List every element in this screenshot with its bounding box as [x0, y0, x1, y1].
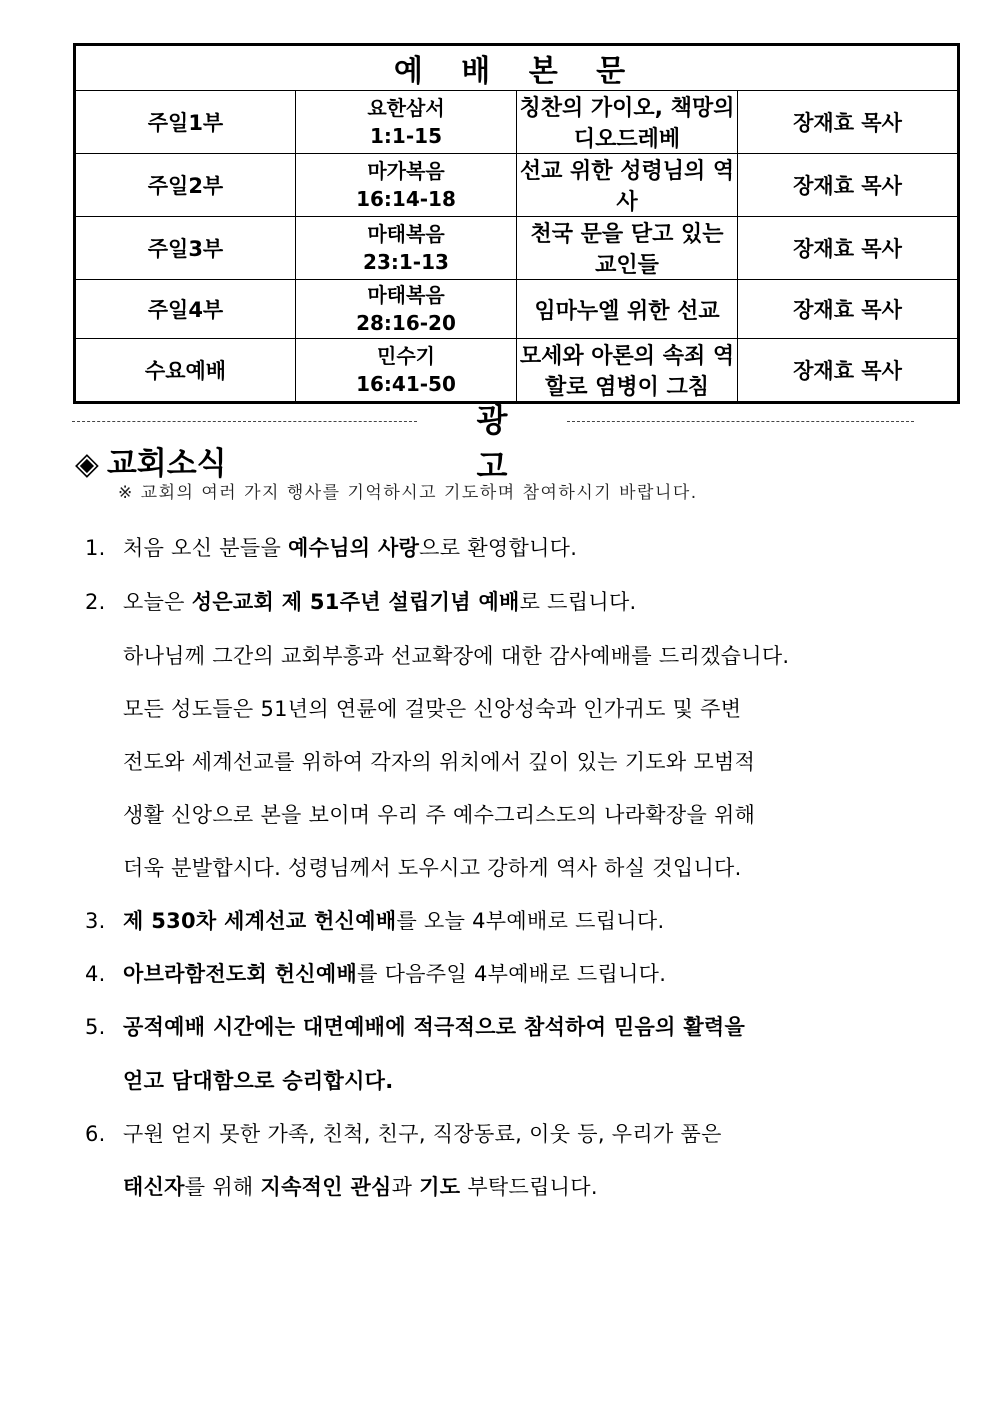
scripture-cell	[296, 339, 517, 403]
item-text: 부탁드립니다.	[460, 1175, 598, 1199]
news-item-5-line: 얻고 담대함으로 승리합시다.	[123, 1069, 394, 1093]
news-item-6	[85, 1118, 722, 1148]
scripture-ref: 23:1-13	[363, 250, 449, 274]
item-text: 구원 얻지 못한 가족, 친척, 친구, 직장동료, 이웃 등, 우리가 품은	[123, 1122, 722, 1146]
service-name: 주일1부	[75, 91, 296, 154]
item-text: 를 다음주일 4부예배로 드립니다.	[357, 962, 667, 986]
scripture-ref: 1:1-15	[370, 124, 442, 148]
preacher-name: 장재효 목사	[738, 91, 959, 154]
sermon-title: 모세와 아론의 속죄 역할로 염병이 그침	[517, 339, 738, 403]
divider-line-left	[72, 421, 417, 422]
service-name: 주일3부	[75, 217, 296, 280]
scripture-cell	[296, 217, 517, 280]
sermon-title: 천국 문을 닫고 있는 교인들	[517, 217, 738, 280]
service-name: 주일4부	[75, 280, 296, 339]
item-text: 과	[391, 1175, 420, 1199]
news-heading	[75, 438, 227, 483]
preacher-name: 장재효 목사	[738, 154, 959, 217]
item-emphasis: 기도	[419, 1175, 461, 1199]
news-note: ※ 교회의 여러 가지 행사를 기억하시고 기도하며 참여하시기 바랍니다.	[118, 483, 698, 503]
worship-table-title: 예 배 본 문	[75, 45, 959, 91]
item-emphasis: 예수님의 사랑	[288, 536, 420, 560]
item-number: 3.	[85, 909, 106, 933]
service-name: 주일2부	[75, 154, 296, 217]
item-text: 오늘은	[123, 590, 192, 614]
item-number: 5.	[85, 1015, 106, 1039]
ads-title: 광 고	[476, 401, 538, 485]
item-number: 4.	[85, 962, 106, 986]
news-item-2-line: 생활 신앙으로 본을 보이며 우리 주 예수그리스도의 나라확장을 위해	[123, 803, 756, 827]
news-item-6-line	[123, 1171, 598, 1201]
table-row	[75, 154, 959, 217]
table-row	[75, 217, 959, 280]
scripture-ref: 16:14-18	[356, 187, 456, 211]
item-text: 로 드립니다.	[519, 590, 637, 614]
divider-line-right	[567, 421, 914, 422]
item-emphasis: 지속적인 관심	[260, 1175, 392, 1199]
sermon-title: 칭찬의 가이오, 책망의 디오드레베	[517, 91, 738, 154]
item-text: 를 오늘 4부예배로 드립니다.	[396, 909, 665, 933]
scripture-ref: 28:16-20	[356, 311, 456, 335]
scripture-ref: 16:41-50	[356, 372, 456, 396]
news-item-1	[85, 532, 577, 562]
news-item-2-line: 하나님께 그간의 교회부흥과 선교확장에 대한 감사예배를 드리겠습니다.	[123, 644, 790, 668]
scripture-book: 민수기	[377, 344, 435, 368]
news-item-2-line: 더욱 분발합시다. 성령님께서 도우시고 강하게 역사 하실 것입니다.	[123, 856, 742, 880]
news-item-3	[85, 905, 664, 935]
sermon-title: 임마누엘 위한 선교	[517, 280, 738, 339]
diamond-bullet-icon: ◈	[75, 446, 99, 482]
news-item-4	[85, 958, 666, 988]
service-name: 수요예배	[75, 339, 296, 403]
scripture-cell	[296, 91, 517, 154]
news-item-2	[85, 586, 637, 616]
preacher-name: 장재효 목사	[738, 339, 959, 403]
item-number: 1.	[85, 536, 106, 560]
item-text: 으로 환영합니다.	[419, 536, 578, 560]
preacher-name: 장재효 목사	[738, 217, 959, 280]
table-row	[75, 280, 959, 339]
news-item-5	[85, 1011, 745, 1041]
scripture-book: 요한삼서	[367, 96, 445, 120]
table-row	[75, 91, 959, 154]
item-number: 6.	[85, 1122, 106, 1146]
news-heading-text: 교회소식	[106, 446, 227, 482]
item-emphasis: 제 530차 세계선교 헌신예배	[123, 909, 397, 933]
item-text: 처음 오신 분들을	[123, 536, 289, 560]
scripture-book: 마태복음	[367, 222, 445, 246]
item-emphasis: 아브라함전도회 헌신예배	[123, 962, 358, 986]
table-row	[75, 339, 959, 403]
news-item-2-line: 모든 성도들은 51년의 연륜에 걸맞은 신앙성숙과 인가귀도 및 주변	[123, 697, 742, 721]
sermon-title: 선교 위한 성령님의 역사	[517, 154, 738, 217]
item-emphasis: 공적예배 시간에는 대면예배에 적극적으로 참석하여 믿음의 활력을	[123, 1015, 746, 1039]
news-item-2-line: 전도와 세계선교를 위하여 각자의 위치에서 깊이 있는 기도와 모범적	[123, 750, 756, 774]
worship-table	[73, 43, 960, 404]
scripture-book: 마가복음	[367, 159, 445, 183]
item-text: 를 위해	[184, 1175, 261, 1199]
scripture-cell	[296, 154, 517, 217]
preacher-name: 장재효 목사	[738, 280, 959, 339]
item-emphasis: 성은교회 제 51주년 설립기념 예배	[191, 590, 520, 614]
item-number: 2.	[85, 590, 106, 614]
scripture-book: 마태복음	[367, 283, 445, 307]
item-emphasis: 태신자	[123, 1175, 185, 1199]
scripture-cell	[296, 280, 517, 339]
